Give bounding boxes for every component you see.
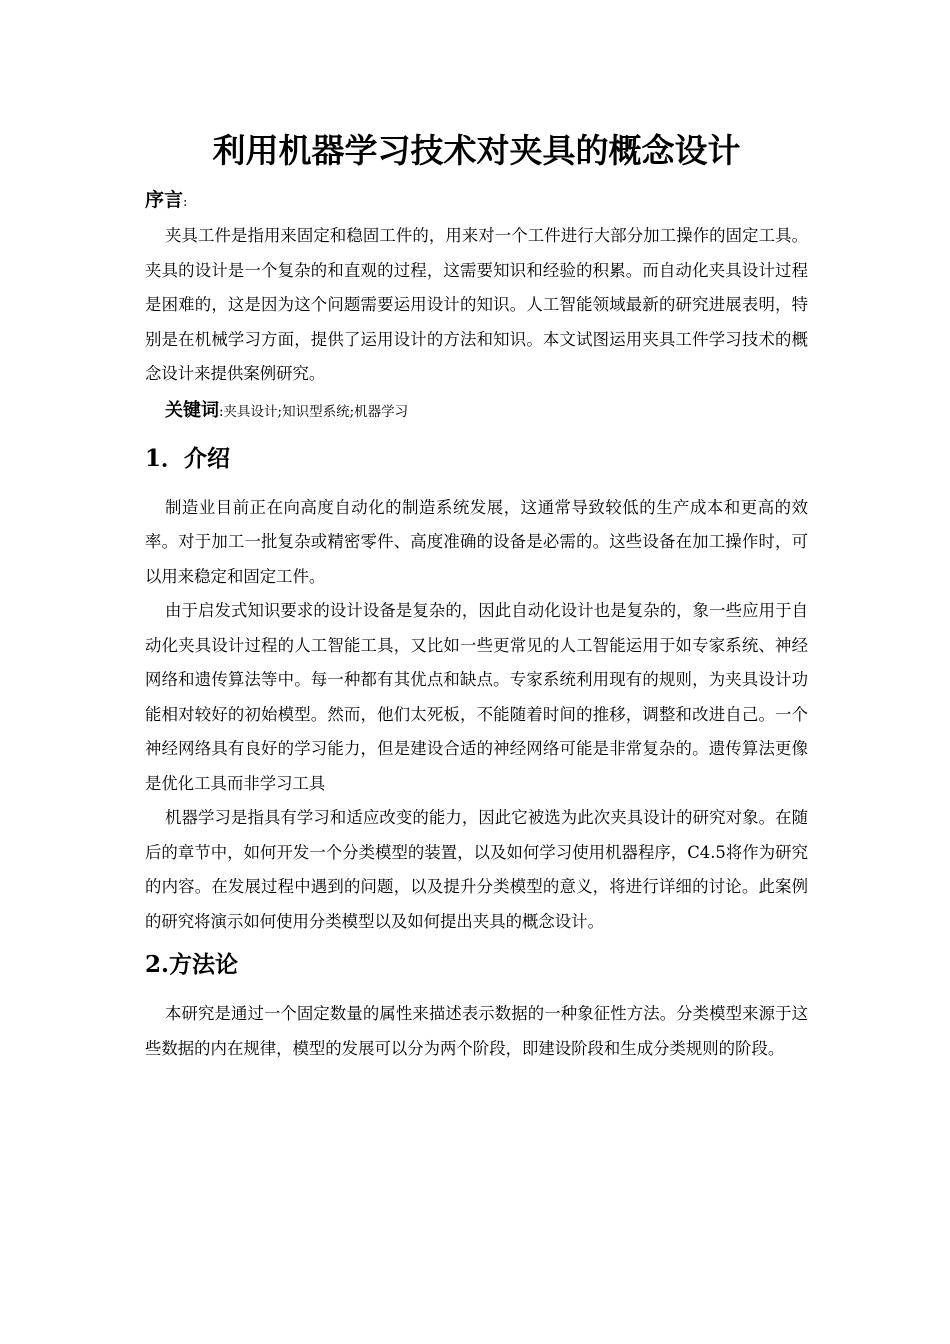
section-title: 介绍 — [184, 445, 231, 472]
section-heading-methodology — [145, 945, 808, 985]
document-title: 利用机器学习技术对夹具的概念设计 — [212, 131, 741, 170]
paragraph: 本研究是通过一个固定数量的属性来描述表示数据的一种象征性方法。分类模型来源于这些数据的内在规律，模型的发展可以分为两个阶段，即建设阶段和生成分类规则的阶段。 — [145, 1004, 808, 1058]
keywords-label: 关键词 — [165, 399, 219, 421]
section-number: 1． — [145, 444, 185, 472]
section-methodology — [145, 945, 808, 1066]
paragraph: 制造业目前正在向高度自动化的制造系统发展，这通常导致较低的生产成本和更高的效率。对于加工一批复杂或精密零件、高度准确的设备是必需的。这些设备在加工操作时，可以用来稳定和固定工件。 — [145, 497, 808, 586]
section-heading-introduction — [145, 439, 808, 479]
section-number: 2. — [145, 951, 170, 978]
preface-label: 序言 — [145, 189, 184, 211]
section-introduction — [145, 439, 808, 940]
keywords-line — [145, 396, 808, 427]
section-title: 方法论 — [169, 952, 239, 978]
preface-colon: : — [183, 195, 188, 210]
preface-paragraph: 夹具工件是指用来固定和稳固工件的，用来对一个工件进行大部分加工操作的固定工具。夹具的设计是一个复杂的和直观的过程，这需要知识和经验的积累。而自动化夹具设计过程是困难的，这是因为这个问题需要运用设计的知识。人工智能领域最新的研究进展表明，特别是在机械学习方面，提供了运用设计的方法和知识。本文试图运用夹具工件学习技术的概念设计来提供案例研究。 — [145, 226, 808, 383]
preface-heading — [145, 184, 808, 219]
paragraph: 由于启发式知识要求的设计设备是复杂的，因此自动化设计也是复杂的，象一些应用于自动化夹具设计过程的人工智能工具，又比如一些更常见的人工智能运用于如专家系统、神经网络和遗传算法等中。每一种都有其优点和缺点。专家系统利用现有的规则，为夹具设计功能相对较好的初始模型。然而，他们太死板，不能随着时间的推移，调整和改进自己。一个神经网络具有良好的学习能力，但是建设合适的神经网络可能是非常复杂的。遗传算法更像是优化工具而非学习工具 — [145, 601, 808, 793]
paragraph: 机器学习是指具有学习和适应改变的能力，因此它被选为此次夹具设计的研究对象。在随后的章节中，如何开发一个分类模型的装置，以及如何学习使用机器程序，C4.5将作为研究的内容。在发展过程中遇到的问题，以及提升分类模型的意义，将进行详细的讨论。此案例的研究将演示如何使用分类模型以及如何提出夹具的概念设计。 — [145, 808, 808, 931]
keywords-text: :夹具设计;知识型系统;机器学习 — [219, 403, 409, 420]
document-body — [145, 122, 808, 1066]
